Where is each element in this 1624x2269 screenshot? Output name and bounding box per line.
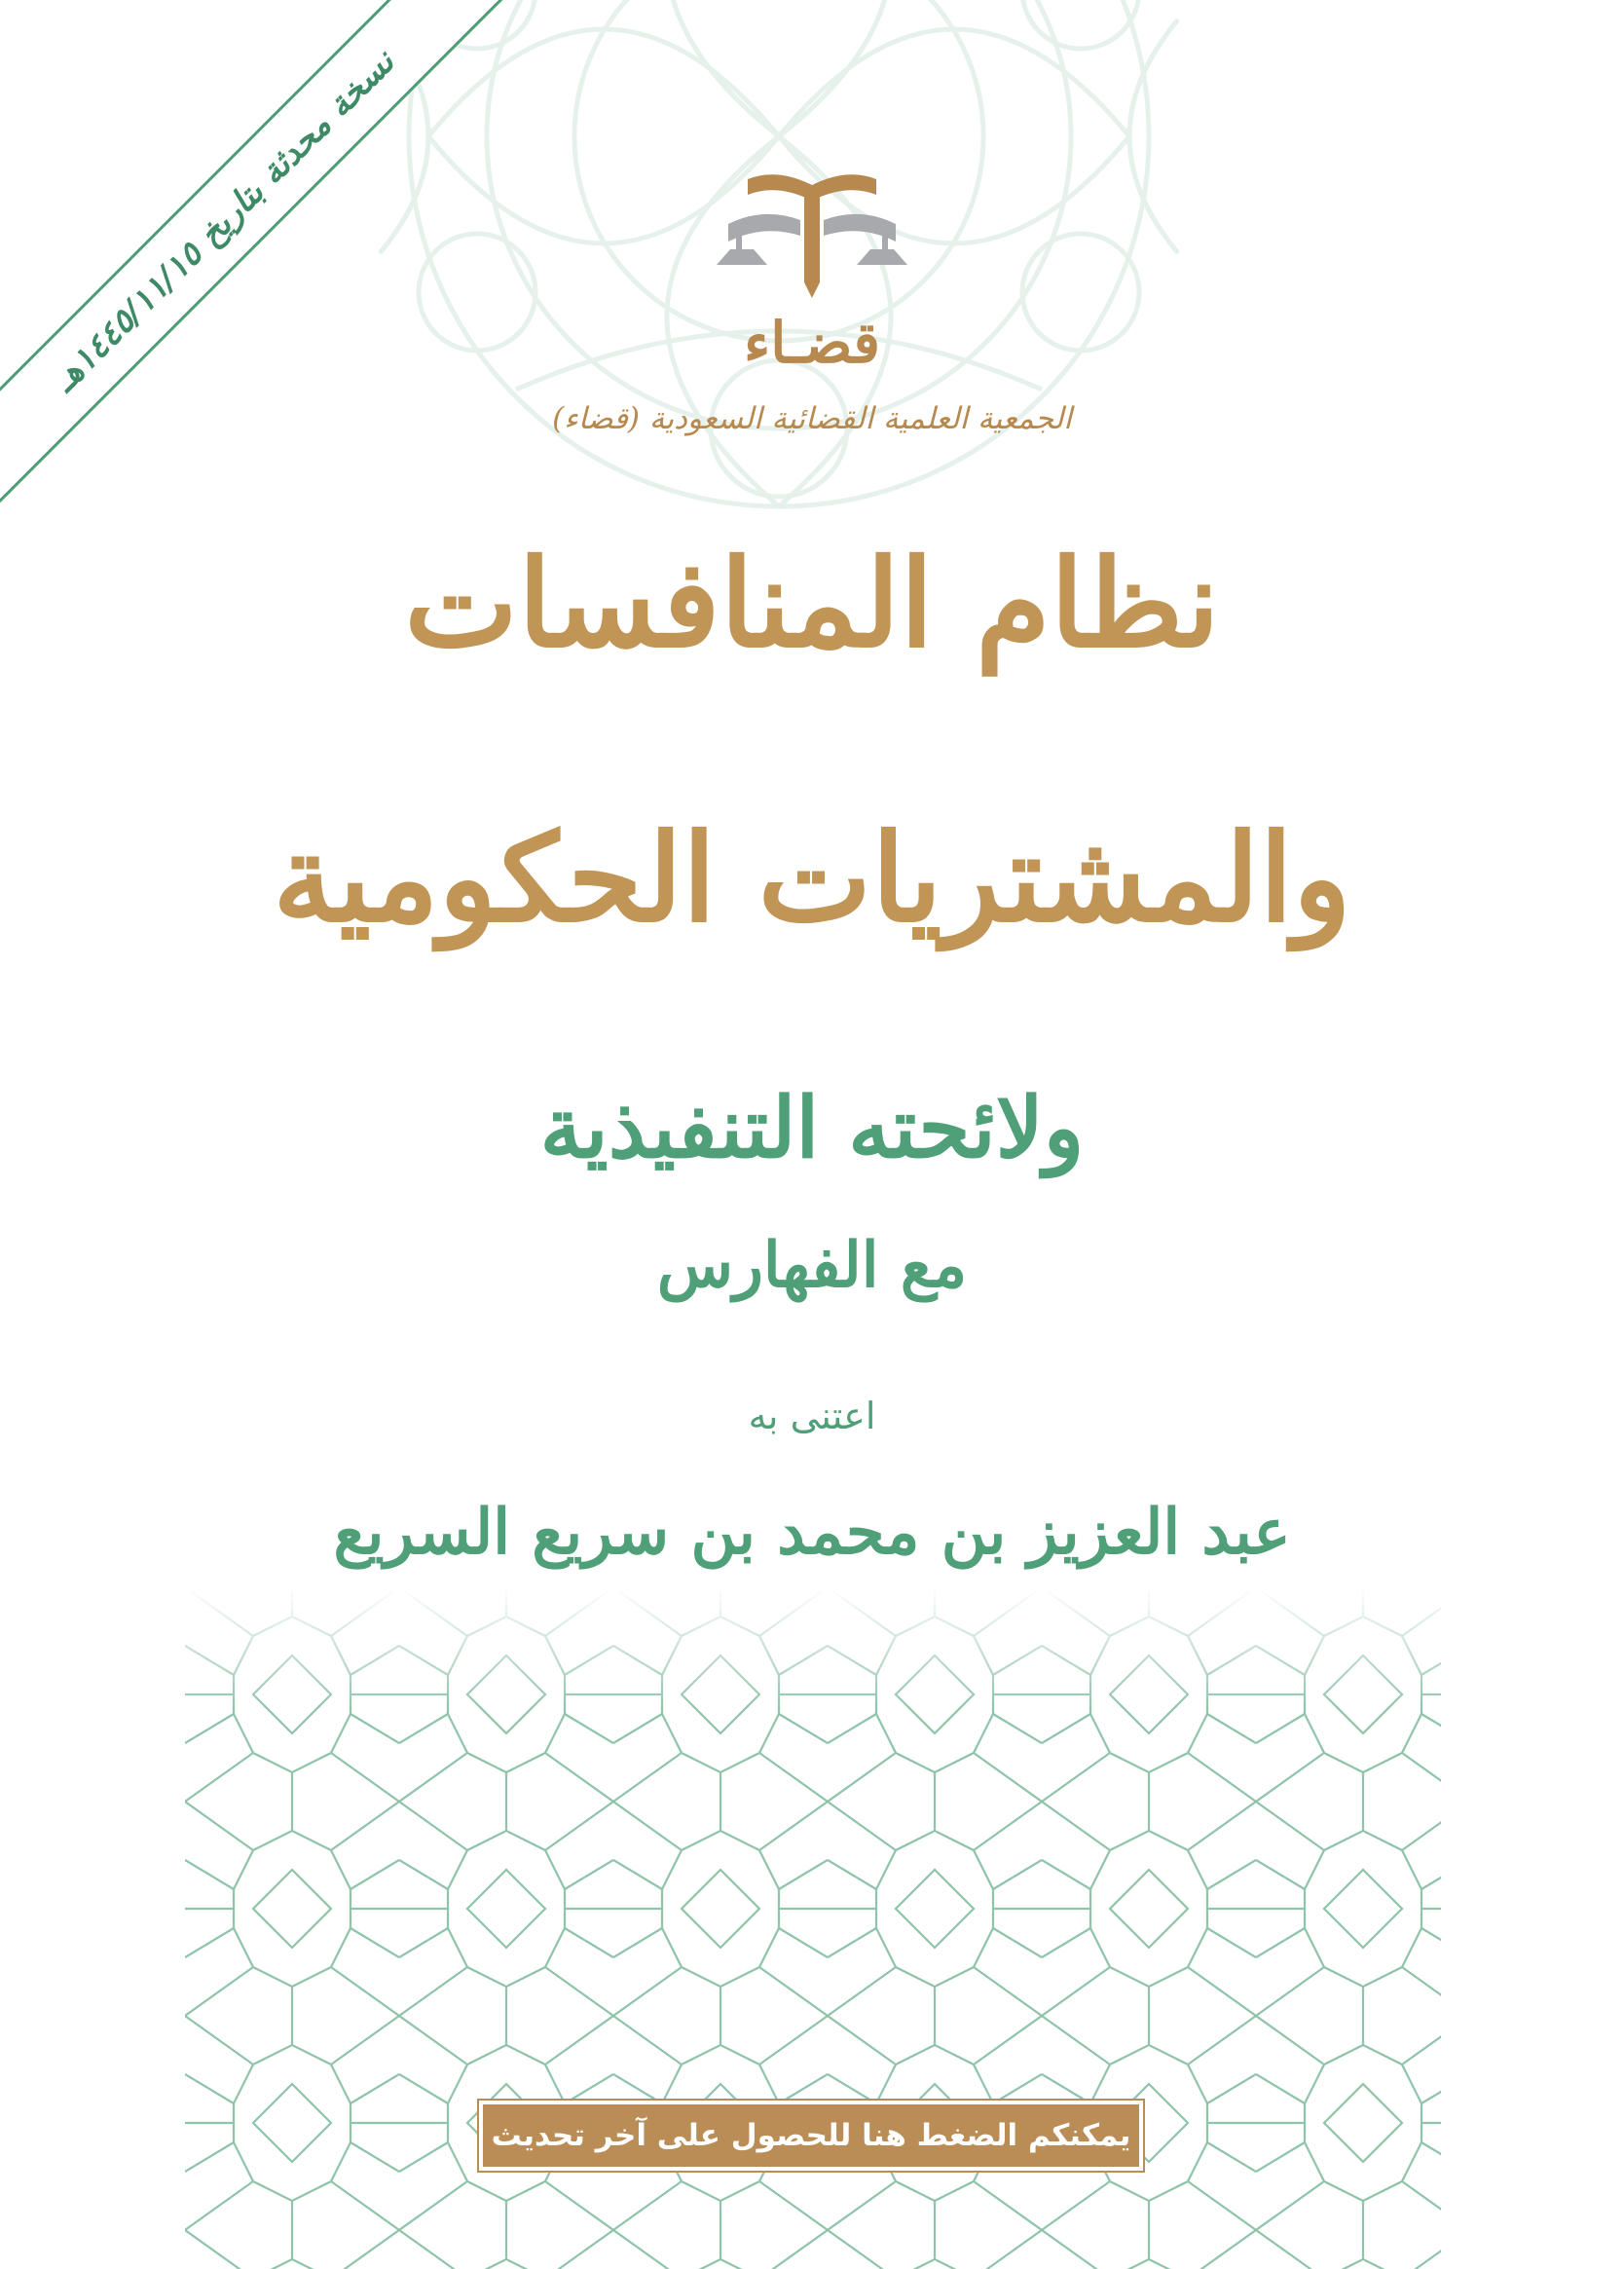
- subtitle-line-2: مع الفهارس: [656, 1229, 968, 1302]
- latest-update-button[interactable]: [479, 2101, 1143, 2171]
- latest-update-button-label: يمكنكم الضغط هنا للحصول على آخر تحديث: [491, 2118, 1131, 2153]
- editor-label: اعتنى به: [748, 1395, 876, 1437]
- logo-wordmark: قضـاء: [744, 310, 880, 376]
- title-line-2: والمشتريات الحكومية: [273, 808, 1351, 949]
- update-date-text: نسخة محدثة بتاريخ ١٤٤٥/١١/١٥هـ: [45, 42, 403, 400]
- subtitle-line-1: ولائحته التنفيذية: [539, 1079, 1085, 1177]
- association-name: الجمعية العلمية القضائية السعودية (قضاء): [552, 401, 1072, 436]
- editor-name: عبد العزيز بن محمد بن سريع السريع: [333, 1496, 1291, 1569]
- title-line-1: نظام المنافسات: [404, 534, 1220, 675]
